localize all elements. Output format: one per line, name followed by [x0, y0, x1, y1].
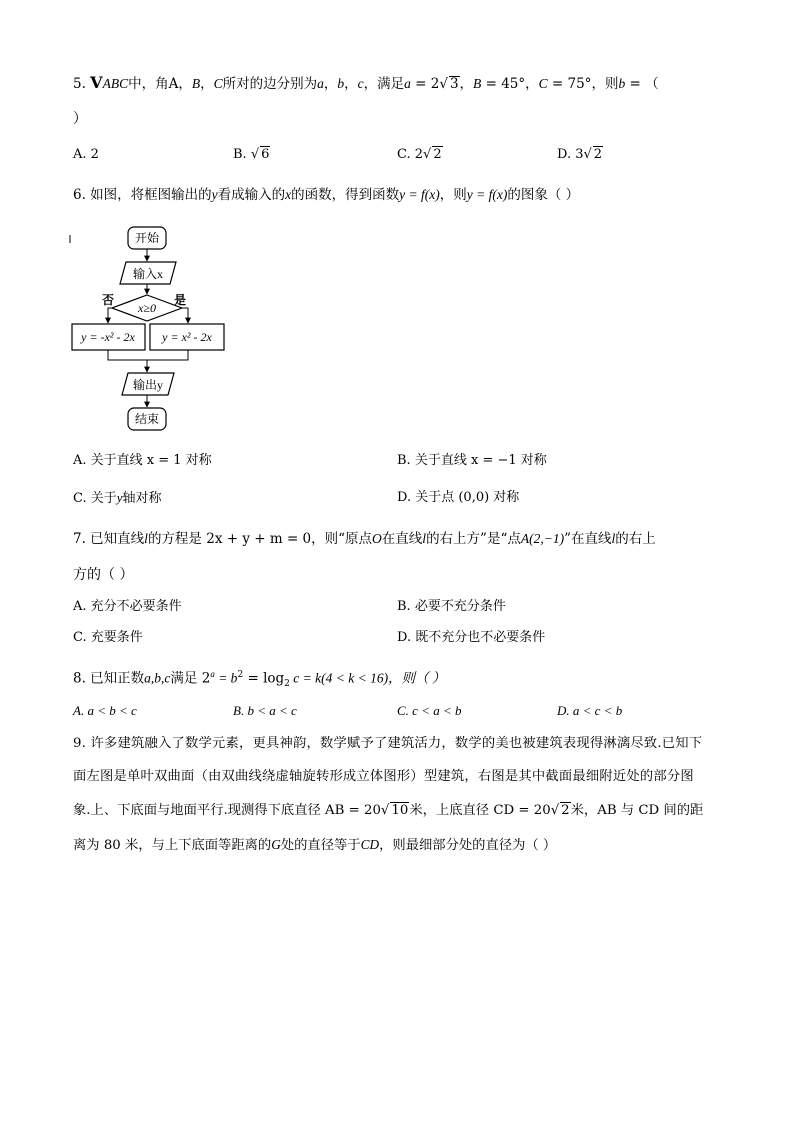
flow-yes-label: 是	[173, 293, 187, 307]
flow-arrow-no	[108, 308, 112, 323]
q5-var-a: a	[317, 76, 324, 91]
q5-option-c: C. 2√ 2	[397, 147, 442, 162]
q5-option-b-radicand: 6	[261, 147, 270, 162]
q9-text: 米，AB 与 CD 间的距	[570, 803, 704, 818]
q7-option-d: D. 既不充分也不必要条件	[397, 630, 546, 645]
q8-log-base: 2	[284, 679, 290, 690]
q5-text: = （	[625, 76, 659, 92]
q5-option-d-label: D. 3	[557, 147, 584, 162]
q8-text: 8. 已知正数	[73, 670, 145, 687]
q9-text: 米，上底直径 CD = 20	[409, 803, 551, 818]
q6-option-c-label: C. 关于	[73, 491, 117, 506]
q8-option-d: D. a < c < b	[557, 703, 623, 718]
q5-option-d: D. 3√ 2	[557, 147, 603, 162]
q6-function: y = f(x)	[399, 187, 440, 202]
q7-var-O: O	[372, 531, 382, 546]
q7-var-l: l	[144, 531, 148, 546]
flow-decision-label: x≥0	[138, 301, 156, 315]
q8-text: = b	[214, 670, 238, 686]
q5-text: = 75°，则	[547, 76, 619, 92]
flow-process-right-label: y = x² - 2x	[162, 330, 212, 344]
q5-var-b: b	[337, 76, 345, 91]
q5-var-C: C	[538, 76, 548, 91]
q6-text: 看成输入的	[217, 187, 286, 203]
q8-vars: a,b,c	[144, 670, 171, 686]
flow-output-label: 输出y	[132, 378, 164, 392]
q5-text: = 2	[410, 76, 440, 92]
q8-text: = log	[243, 670, 285, 687]
q7-point-A: A(2,−1)	[520, 531, 565, 546]
q6-option-c-var: y	[116, 490, 123, 505]
q6-option-c-text: 轴对称	[122, 491, 162, 506]
q5-text: = 45°，	[481, 76, 539, 92]
flow-merge-line	[108, 350, 188, 360]
q5-triangle-name: ABC	[102, 76, 129, 91]
q5-option-b-label: B.	[233, 147, 251, 162]
flow-input-label: 输入x	[132, 267, 164, 281]
q9-var-CD: CD	[360, 837, 380, 852]
flow-start-label: 开始	[134, 231, 160, 245]
q6-option-a: A. 关于直线 x = 1 对称	[73, 453, 212, 468]
q6-text: 的函数，得到函数	[291, 187, 400, 203]
q5-text: ，满足	[363, 76, 405, 92]
q9-text: ，则最细部分处的直径为（ ）	[379, 838, 557, 853]
q5-option-d-radicand: 2	[593, 147, 603, 162]
q7-text: 7. 已知直线	[73, 531, 145, 547]
q8-option-a: A. a < b < c	[73, 703, 137, 718]
q5-radicand: 3	[449, 76, 459, 92]
q8-exponent: a	[210, 669, 215, 679]
q8-stem	[73, 663, 445, 695]
q9-text: 处的直径等于	[280, 838, 361, 853]
q6-stem	[73, 184, 579, 206]
q5-text: ，	[344, 76, 358, 92]
q6-function: y = f(x)	[466, 187, 508, 202]
q9-var-G: G	[271, 837, 281, 852]
q6-option-c	[73, 487, 162, 510]
q7-option-c: C. 充要条件	[73, 630, 143, 645]
flow-end-label: 结束	[134, 412, 160, 426]
q6-var-y: y	[211, 187, 218, 202]
q7-text: 的方程是 2x + y + m = 0，则“原点	[147, 531, 373, 547]
flow-no-label: 否	[101, 293, 115, 307]
q5-var-b: b	[618, 76, 626, 91]
q5-number: 5.	[73, 76, 91, 92]
q7-stem-line1	[73, 528, 656, 550]
flow-process-left-label: y = -x² - 2x	[81, 330, 135, 344]
q9-line2: 面左图是单叶双曲面（由双曲线绕虚轴旋转形成立体图形）型建筑，右图是其中截面最细附近处的部分图	[73, 769, 694, 784]
q7-option-b: B. 必要不充分条件	[397, 599, 506, 614]
q6-text: 的图象（ ）	[507, 187, 580, 203]
q9-text: 离为 80 米，与上下底面等距离的	[73, 838, 272, 853]
q5-option-c-label: C. 2	[397, 147, 424, 162]
q5-option-c-radicand: 2	[433, 147, 442, 162]
q7-text: 的右上方”是“点	[426, 531, 521, 547]
q6-var-x: x	[285, 187, 292, 202]
flow-arrow-yes	[182, 308, 188, 323]
q6-option-d: D. 关于点 (0,0) 对称	[397, 490, 520, 505]
q9-line3: 象.上、下底面与地面平行.现测得下底直径 AB = 20√ 10米，上底直径 CD = 20√ 2米，AB 与 CD 间的距	[73, 803, 704, 818]
flowchart-diagram	[68, 225, 228, 440]
triangle-symbol: V	[90, 73, 103, 92]
q5-text: 所对的边分别为	[222, 76, 318, 92]
q5-var-c: c	[357, 76, 364, 91]
q9-line1: 9. 许多建筑融入了数学元素，更具神韵，数学赋予了建筑活力，数学的美也被建筑表现得淋漓尽致.已知下	[73, 736, 703, 751]
q8-exponent: 2	[237, 670, 244, 680]
q7-stem-line2: 方的（ ）	[73, 567, 134, 583]
q8-option-b: B. b < a < c	[233, 703, 297, 718]
q5-text: ，	[323, 76, 338, 92]
q5-var-B: B	[473, 76, 482, 91]
q9-radicand: 10	[391, 803, 409, 818]
q7-text: ”在直线	[564, 531, 612, 547]
q7-text: 在直线	[381, 531, 423, 547]
q9-line4	[73, 834, 556, 857]
q6-text: ，则	[439, 187, 467, 203]
q5-var-B: B	[191, 76, 201, 91]
q9-text: 象.上、下底面与地面平行.现测得下底直径 AB = 20	[73, 803, 381, 818]
q7-var-l: l	[422, 531, 427, 546]
q5-var-C: C	[213, 76, 223, 91]
q5-stem-line2: ）	[73, 111, 87, 127]
q7-var-l: l	[611, 531, 616, 546]
q6-option-b: B. 关于直线 x = −1 对称	[397, 453, 547, 468]
q5-text: ，	[459, 76, 474, 92]
q8-text: 满足 2	[170, 670, 211, 687]
q6-text: 6. 如图，将框图输出的	[73, 187, 212, 203]
q5-stem-line1: 5. VABC中，角A，B，C所对的边分别为a，b，c，满足a = 2√ 3，B = 45°，C = 75°，则b = （	[73, 73, 659, 92]
q5-text: ，	[200, 76, 214, 92]
q5-option-a: A. 2	[73, 147, 99, 162]
q5-var-a: a	[404, 76, 411, 91]
q8-option-c: C. c < a < b	[397, 703, 462, 718]
q8-text: c = k(4 < k < 16)，则（ ）	[289, 670, 446, 686]
q9-radicand: 2	[561, 803, 570, 818]
q5-option-b: B. √ 6	[233, 147, 270, 162]
q7-option-a: A. 充分不必要条件	[73, 599, 182, 614]
q7-text: 的右上	[615, 531, 656, 547]
q5-text: 中，角A，	[128, 76, 192, 92]
